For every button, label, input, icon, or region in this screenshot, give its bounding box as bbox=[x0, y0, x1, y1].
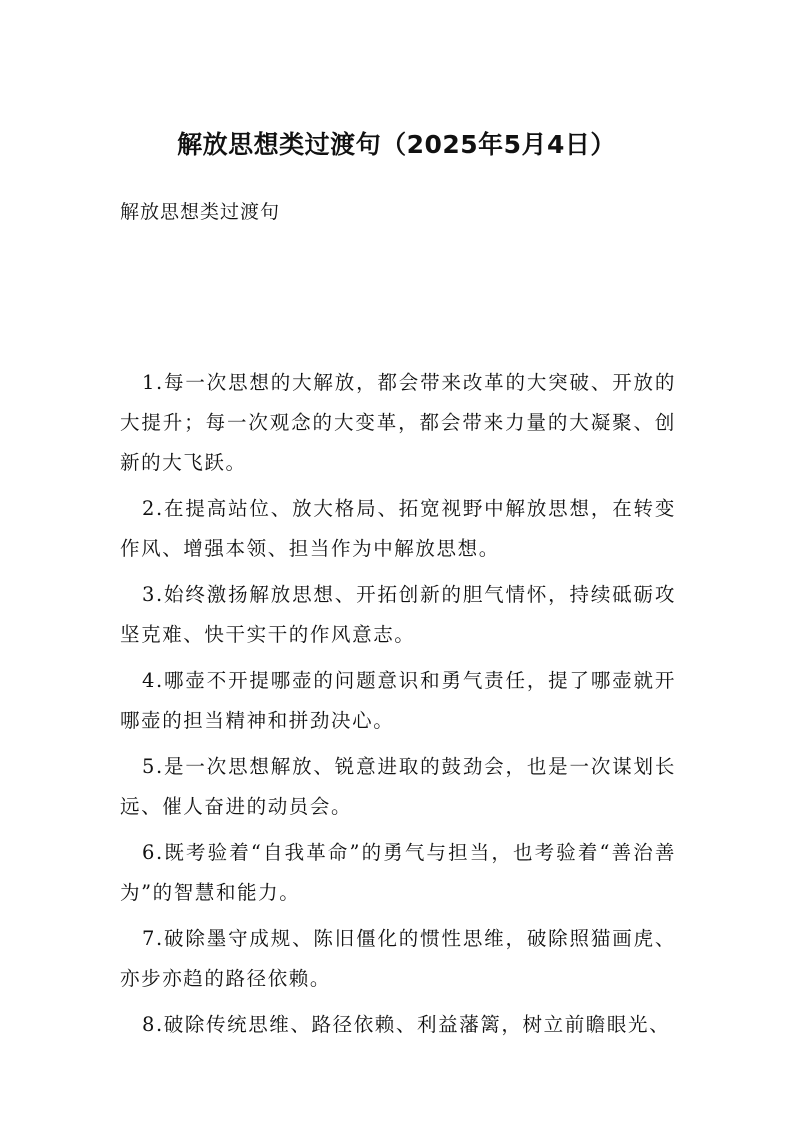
paragraph-7: 7.破除墨守成规、陈旧僵化的惯性思维，破除照猫画虎、亦步亦趋的路径依赖。 bbox=[120, 927, 676, 990]
paragraph-list bbox=[120, 363, 676, 1051]
paragraph-6: 6.既考验着“自我革命”的勇气与担当，也考验着“善治善为”的智慧和能力。 bbox=[120, 841, 676, 904]
paragraph-5: 5.是一次思想解放、锐意进取的鼓劲会，也是一次谋划长远、催人奋进的动员会。 bbox=[120, 755, 676, 818]
document-subtitle: 解放思想类过渡句 bbox=[120, 201, 281, 223]
paragraph-1: 1.每一次思想的大解放，都会带来改革的大突破、开放的大提升；每一次观念的大变革，都会带来力量的大凝聚、创新的大飞跃。 bbox=[120, 371, 676, 474]
paragraph-2: 2.在提高站位、放大格局、拓宽视野中解放思想，在转变作风、增强本领、担当作为中解放思想。 bbox=[120, 497, 676, 560]
paragraph-3: 3.始终激扬解放思想、开拓创新的胆气情怀，持续砥砺攻坚克难、快干实干的作风意志。 bbox=[120, 583, 676, 646]
document-title: 解放思想类过渡句（2025年5月4日） bbox=[177, 130, 616, 159]
paragraph-8: 8.破除传统思维、路径依赖、利益藩篱，树立前瞻眼光、 bbox=[142, 1013, 671, 1036]
paragraph-4: 4.哪壶不开提哪壶的问题意识和勇气责任，提了哪壶就开哪壶的担当精神和拼劲决心。 bbox=[120, 669, 676, 732]
